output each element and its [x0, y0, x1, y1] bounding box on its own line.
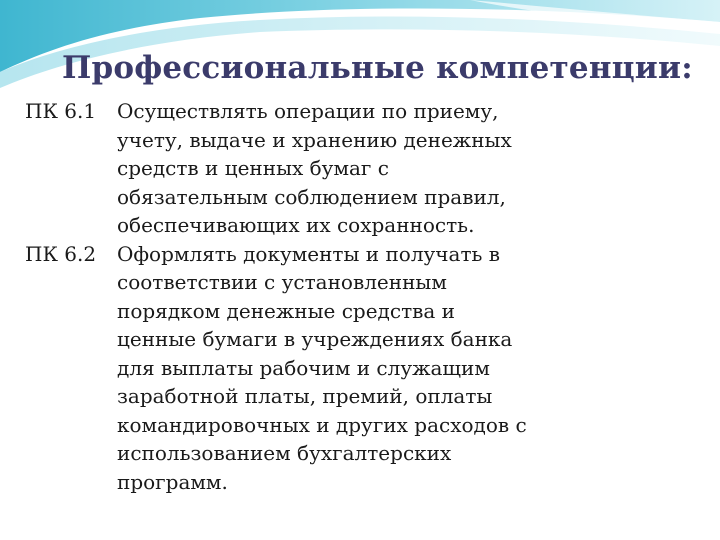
- competency-list: [0, 97, 720, 496]
- competency-text: Оформлять документы и получать в соответствии с установленным порядком денежные средства и ценные бумаги в учреждениях банка для выплаты рабочим и служащим заработной платы, премий, оплаты командировочных и других расходов с использованием бухгалтерских программ.: [117, 241, 527, 494]
- competency-item: [0, 240, 720, 497]
- competency-code: ПК 6.2: [25, 241, 97, 266]
- competency-text: Осуществлять операции по приему, учету, выдаче и хранению денежных средств и ценных бумаг с обязательным соблюдением правил, обеспечивающих их сохранность.: [117, 99, 512, 237]
- slide-title: Профессиональные компетенции:: [62, 50, 693, 86]
- competency-item: [0, 97, 720, 240]
- competency-code: ПК 6.1: [25, 99, 97, 123]
